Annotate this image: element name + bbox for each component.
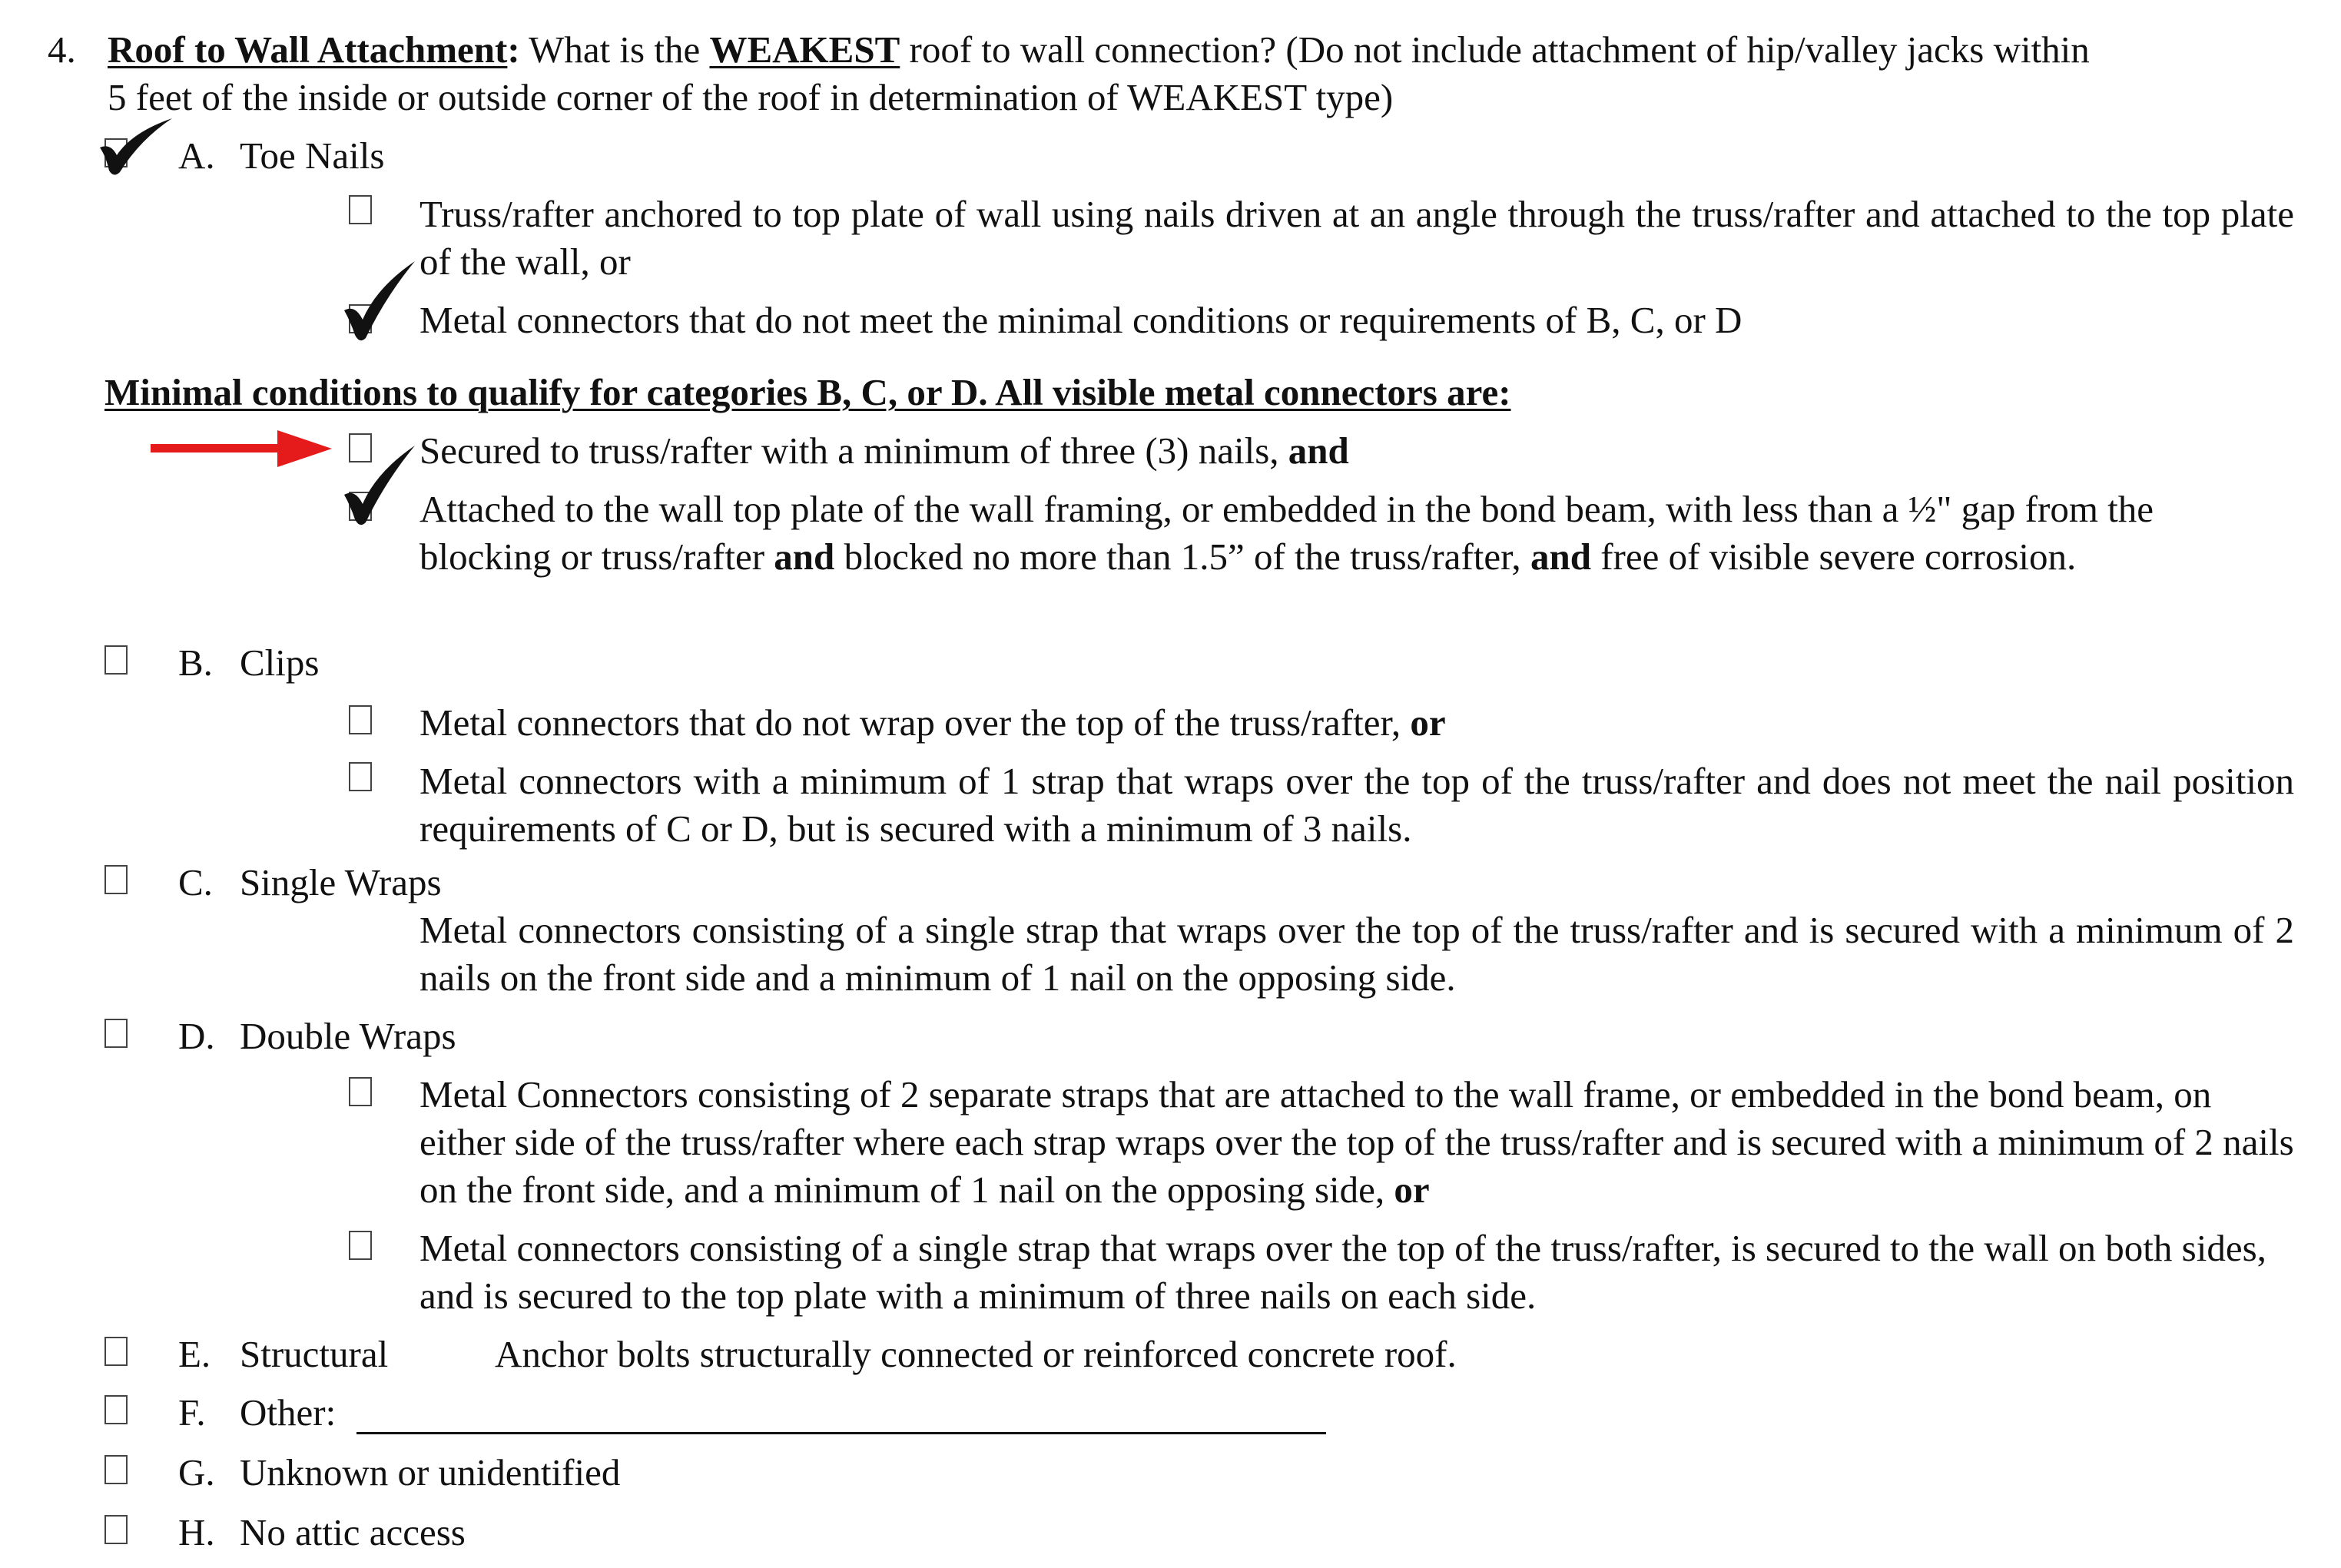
minimal-sub2-part3: free of visible severe corrosion. [1590, 535, 2077, 578]
option-e-checkbox[interactable] [104, 1337, 128, 1366]
weakest-emphasis: WEAKEST [709, 28, 900, 71]
red-arrow-icon [151, 426, 335, 472]
structural-description: Anchor bolts structurally connected or reinforced concrete roof. [495, 1333, 1457, 1375]
option-a-letter: A. [178, 134, 215, 177]
other-text-field[interactable] [356, 1432, 1326, 1434]
option-h-checkbox[interactable] [104, 1515, 128, 1544]
minimal-sub1-and: and [1288, 429, 1349, 472]
minimal-sub2-part1: Attached to the wall top plate of the wall framing, or embedded in the bond beam, with less than a ½" gap from the blocking or truss/rafter [419, 488, 2154, 578]
single-wraps-description: Metal connectors consisting of a single strap that wraps over the top of the truss/rafter and is secured with a minimum of 2 nails on the front side and a minimum of 1 nail on the opposing side. [419, 909, 2294, 999]
clips-sub1-text: Metal connectors that do not wrap over the top of the truss/rafter, [419, 701, 1411, 744]
option-a-checkmark-icon [94, 117, 178, 178]
toe-nails-sub1-checkbox[interactable] [349, 195, 372, 224]
question-number: 4. [48, 28, 76, 71]
double-wraps-sub2-checkbox[interactable] [349, 1231, 372, 1260]
option-f-letter: F. [178, 1391, 206, 1434]
toe-nails-sub1-text: Truss/rafter anchored to top plate of wall using nails driven at an angle through the truss/rafter and attached to the top plate of the wall, or [419, 193, 2294, 283]
minimal-sub2-and1: and [774, 535, 835, 578]
minimal-sub2-text [419, 486, 2294, 581]
double-wraps-sub2-text: Metal connectors consisting of a single strap that wraps over the top of the truss/rafter, is secured to the wall on both sides, and is secured to the top plate with a minimum of three nails on each side. [419, 1227, 2266, 1317]
clips-sub1-or: or [1410, 701, 1446, 744]
option-c-label: Single Wraps [240, 861, 442, 903]
clips-sub2-text: Metal connectors with a minimum of 1 strap that wraps over the top of the truss/rafter and does not meet the nail position requirements of C or D, but is secured with a minimum of 3 nails. [419, 760, 2294, 850]
option-h-letter: H. [178, 1511, 215, 1553]
option-c-checkbox[interactable] [104, 865, 128, 894]
option-g-label: Unknown or unidentified [240, 1451, 621, 1493]
option-g-checkbox[interactable] [104, 1455, 128, 1484]
question-text-pre: What is the [519, 28, 710, 71]
clips-sub1-line [419, 699, 1446, 747]
option-e-letter: E. [178, 1333, 211, 1375]
minimal-sub2-and2: and [1530, 535, 1591, 578]
clips-sub2-checkbox[interactable] [349, 762, 372, 791]
minimal-sub2-part2: blocked no more than 1.5” of the truss/rafter, [834, 535, 1530, 578]
option-f-checkbox[interactable] [104, 1395, 128, 1424]
toe-nails-sub2-text: Metal connectors that do not meet the minimal conditions or requirements of B, C, or D [419, 299, 1742, 341]
double-wraps-sub1-or: or [1394, 1169, 1430, 1211]
minimal-sub2-checkmark-icon [338, 444, 423, 529]
option-d-checkbox[interactable] [104, 1019, 128, 1048]
option-b-letter: B. [178, 641, 213, 684]
option-h-label: No attic access [240, 1511, 466, 1553]
double-wraps-sub1-text [419, 1071, 2294, 1214]
option-b-label: Clips [240, 641, 320, 684]
double-wraps-sub1-body: Metal Connectors consisting of 2 separate straps that are attached to the wall frame, or embedded in the bond beam, on either side of the truss/rafter where each strap wraps over the top of the truss/rafter and is secured with a minimum of 2 nails on the front side, and a minimum of 1 nail on the opposing side, [419, 1073, 2294, 1211]
toe-nails-sub2-checkmark-icon [338, 260, 423, 344]
question-text-post: roof to wall connection? (Do not include attachment of hip/valley jacks within [900, 28, 2090, 71]
option-a-label: Toe Nails [240, 134, 385, 177]
option-e-label: Structural [240, 1333, 389, 1375]
option-b-checkbox[interactable] [104, 645, 128, 675]
minimal-sub1-line [419, 427, 1349, 475]
option-d-letter: D. [178, 1015, 215, 1057]
question-title: Roof to Wall Attachment [108, 28, 508, 71]
option-d-label: Double Wraps [240, 1015, 456, 1057]
option-f-label: Other: [240, 1391, 337, 1434]
clips-sub1-checkbox[interactable] [349, 705, 372, 734]
option-c-letter: C. [178, 861, 213, 903]
minimal-sub1-text: Secured to truss/rafter with a minimum of three (3) nails, [419, 429, 1288, 472]
question-line-2: 5 feet of the inside or outside corner of the roof in determination of WEAKEST type) [108, 76, 1394, 118]
option-g-letter: G. [178, 1451, 215, 1493]
minimal-conditions-heading: Minimal conditions to qualify for categories B, C, or D. All visible metal connectors are: [104, 371, 1511, 413]
question-line-1 [108, 26, 2090, 74]
question-title-colon: : [507, 28, 520, 71]
double-wraps-sub1-checkbox[interactable] [349, 1077, 372, 1106]
